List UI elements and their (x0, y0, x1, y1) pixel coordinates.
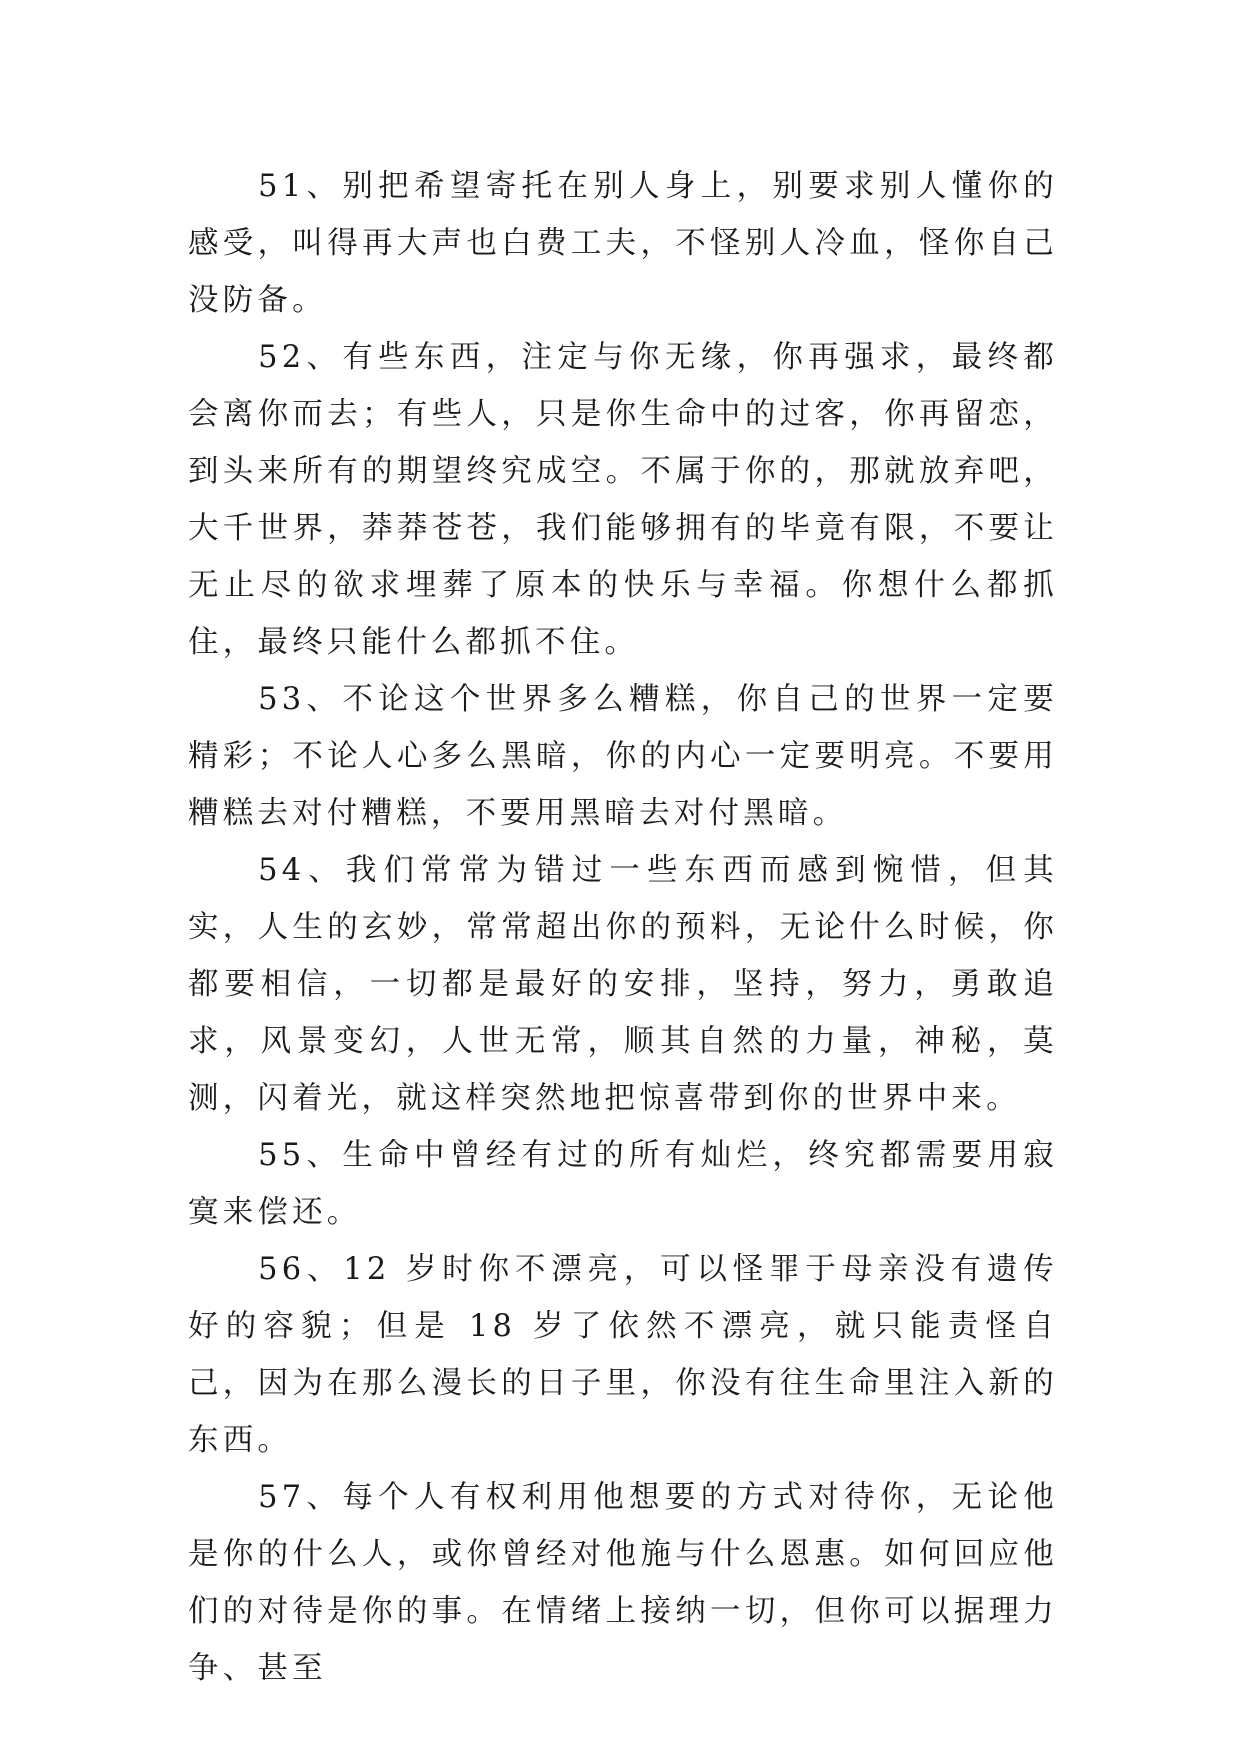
paragraph-52: 52、有些东西，注定与你无缘，你再强求，最终都会离你而去；有些人，只是你生命中的过客，你再留恋，到头来所有的期望终究成空。不属于你的，那就放弃吧，大千世界，莽莽苍苍，我们能够拥有的毕竟有限，不要让无止尽的欲求埋葬了原本的快乐与幸福。你想什么都抓住，最终只能什么都抓不住。 (188, 340, 1058, 660)
document-body (188, 158, 1058, 1697)
paragraph-53: 53、不论这个世界多么糟糕，你自己的世界一定要精彩；不论人心多么黑暗，你的内心一定要明亮。不要用糟糕去对付糟糕，不要用黑暗去对付黑暗。 (188, 682, 1058, 831)
paragraph-51: 51、别把希望寄托在别人身上，别要求别人懂你的感受，叫得再大声也白费工夫，不怪别人冷血，怪你自己没防备。 (188, 169, 1058, 318)
paragraph-55: 55、生命中曾经有过的所有灿烂，终究都需要用寂寞来偿还。 (188, 1138, 1058, 1230)
paragraph-54: 54、我们常常为错过一些东西而感到惋惜，但其实，人生的玄妙，常常超出你的预料，无论什么时候，你都要相信，一切都是最好的安排，坚持，努力，勇敢追求，风景变幻，人世无常，顺其自然的力量，神秘，莫测，闪着光，就这样突然地把惊喜带到你的世界中来。 (188, 853, 1058, 1116)
paragraph-56: 56、12 岁时你不漂亮，可以怪罪于母亲没有遗传好的容貌；但是 18 岁了依然不漂亮，就只能责怪自己，因为在那么漫长的日子里，你没有往生命里注入新的东西。 (188, 1252, 1058, 1458)
paragraph-57: 57、每个人有权利用他想要的方式对待你，无论他是你的什么人，或你曾经对他施与什么恩惠。如何回应他们的对待是你的事。在情绪上接纳一切，但你可以据理力争、甚至 (188, 1480, 1058, 1686)
